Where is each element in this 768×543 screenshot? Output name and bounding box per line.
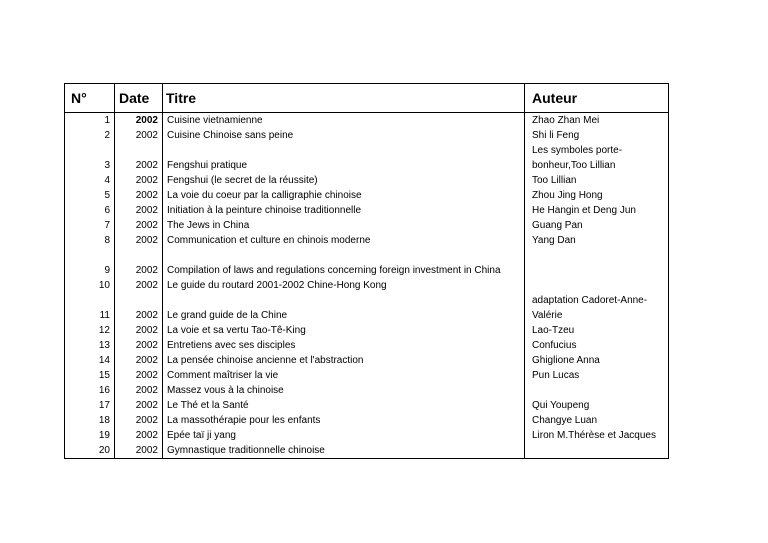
- row-date: 2002: [115, 368, 163, 383]
- row-author: Les symboles porte-bonheur,Too Lillian: [525, 143, 669, 173]
- row-date: 2002: [115, 113, 163, 129]
- header-author: Auteur: [525, 84, 669, 113]
- row-number: 8: [65, 233, 115, 248]
- row-title: La voie du coeur par la calligraphie chinoise: [163, 188, 525, 203]
- table-row: [65, 173, 669, 188]
- row-date: 2002: [115, 338, 163, 353]
- row-number: 14: [65, 353, 115, 368]
- table-row: [65, 113, 669, 129]
- row-number: 13: [65, 338, 115, 353]
- row-title: Cuisine vietnamienne: [163, 113, 525, 129]
- row-title: Le Thé et la Santé: [163, 398, 525, 413]
- table-row: [65, 368, 669, 383]
- row-date: 2002: [115, 443, 163, 459]
- row-author: [525, 248, 669, 278]
- row-number: 17: [65, 398, 115, 413]
- row-title: Compilation of laws and regulations concerning foreign investment in China: [163, 248, 525, 278]
- row-author: [525, 383, 669, 398]
- row-author: Liron M.Thérèse et Jacques: [525, 428, 669, 443]
- row-title: Epée taï ji yang: [163, 428, 525, 443]
- table-row: [65, 233, 669, 248]
- row-date: 2002: [115, 398, 163, 413]
- row-title: Gymnastique traditionnelle chinoise: [163, 443, 525, 459]
- table-row: [65, 323, 669, 338]
- row-author: [525, 443, 669, 459]
- row-title: Le grand guide de la Chine: [163, 293, 525, 323]
- table-row: [65, 398, 669, 413]
- header-row: [65, 84, 669, 113]
- row-author: Shi li Feng: [525, 128, 669, 143]
- row-title: Cuisine Chinoise sans peine: [163, 128, 525, 143]
- row-number: 9: [65, 248, 115, 278]
- book-list-table: [64, 83, 669, 459]
- row-date: 2002: [115, 278, 163, 293]
- row-date: 2002: [115, 143, 163, 173]
- row-number: 20: [65, 443, 115, 459]
- row-number: 15: [65, 368, 115, 383]
- row-title: La massothérapie pour les enfants: [163, 413, 525, 428]
- table-row: [65, 143, 669, 173]
- row-title: Communication et culture en chinois moderne: [163, 233, 525, 248]
- row-title: Massez vous à la chinoise: [163, 383, 525, 398]
- row-title: Fengshui (le secret de la réussite): [163, 173, 525, 188]
- row-number: 7: [65, 218, 115, 233]
- row-date: 2002: [115, 218, 163, 233]
- row-author: Too Lillian: [525, 173, 669, 188]
- row-author: Zhao Zhan Mei: [525, 113, 669, 129]
- row-number: 16: [65, 383, 115, 398]
- row-author: He Hangin et Deng Jun: [525, 203, 669, 218]
- header-date: Date: [115, 84, 163, 113]
- row-number: 10: [65, 278, 115, 293]
- row-title: Comment maîtriser la vie: [163, 368, 525, 383]
- row-date: 2002: [115, 173, 163, 188]
- row-author: Lao-Tzeu: [525, 323, 669, 338]
- table-row: [65, 338, 669, 353]
- row-date: 2002: [115, 383, 163, 398]
- row-author: Qui Youpeng: [525, 398, 669, 413]
- row-author: Pun Lucas: [525, 368, 669, 383]
- header-title: Titre: [163, 84, 525, 113]
- row-date: 2002: [115, 428, 163, 443]
- row-date: 2002: [115, 323, 163, 338]
- table-row: [65, 248, 669, 278]
- row-author: adaptation Cadoret-Anne-Valérie: [525, 293, 669, 323]
- row-date: 2002: [115, 233, 163, 248]
- row-date: 2002: [115, 128, 163, 143]
- row-number: 4: [65, 173, 115, 188]
- table-row: [65, 203, 669, 218]
- table-row: [65, 128, 669, 143]
- table-row: [65, 443, 669, 459]
- row-author: Guang Pan: [525, 218, 669, 233]
- row-author: Changye Luan: [525, 413, 669, 428]
- row-date: 2002: [115, 203, 163, 218]
- row-title: Entretiens avec ses disciples: [163, 338, 525, 353]
- row-author: [525, 278, 669, 293]
- table-row: [65, 353, 669, 368]
- row-number: 11: [65, 293, 115, 323]
- row-author: Zhou Jing Hong: [525, 188, 669, 203]
- row-date: 2002: [115, 413, 163, 428]
- table-row: [65, 293, 669, 323]
- row-title: Initiation à la peinture chinoise traditionnelle: [163, 203, 525, 218]
- row-number: 1: [65, 113, 115, 129]
- table-row: [65, 218, 669, 233]
- table-row: [65, 428, 669, 443]
- row-date: 2002: [115, 188, 163, 203]
- row-number: 5: [65, 188, 115, 203]
- row-number: 6: [65, 203, 115, 218]
- row-date: 2002: [115, 353, 163, 368]
- row-author: Ghiglione Anna: [525, 353, 669, 368]
- row-title: Le guide du routard 2001-2002 Chine-Hong Kong: [163, 278, 525, 293]
- table-row: [65, 413, 669, 428]
- row-number: 2: [65, 128, 115, 143]
- row-title: La pensée chinoise ancienne et l'abstraction: [163, 353, 525, 368]
- row-number: 12: [65, 323, 115, 338]
- row-title: The Jews in China: [163, 218, 525, 233]
- row-date: 2002: [115, 293, 163, 323]
- row-number: 19: [65, 428, 115, 443]
- row-title: Fengshui pratique: [163, 143, 525, 173]
- row-author: Confucius: [525, 338, 669, 353]
- table-row: [65, 188, 669, 203]
- row-number: 18: [65, 413, 115, 428]
- row-number: 3: [65, 143, 115, 173]
- row-title: La voie et sa vertu Tao-Tê-King: [163, 323, 525, 338]
- row-date: 2002: [115, 248, 163, 278]
- table-row: [65, 383, 669, 398]
- table-row: [65, 278, 669, 293]
- header-number: N°: [65, 84, 115, 113]
- row-author: Yang Dan: [525, 233, 669, 248]
